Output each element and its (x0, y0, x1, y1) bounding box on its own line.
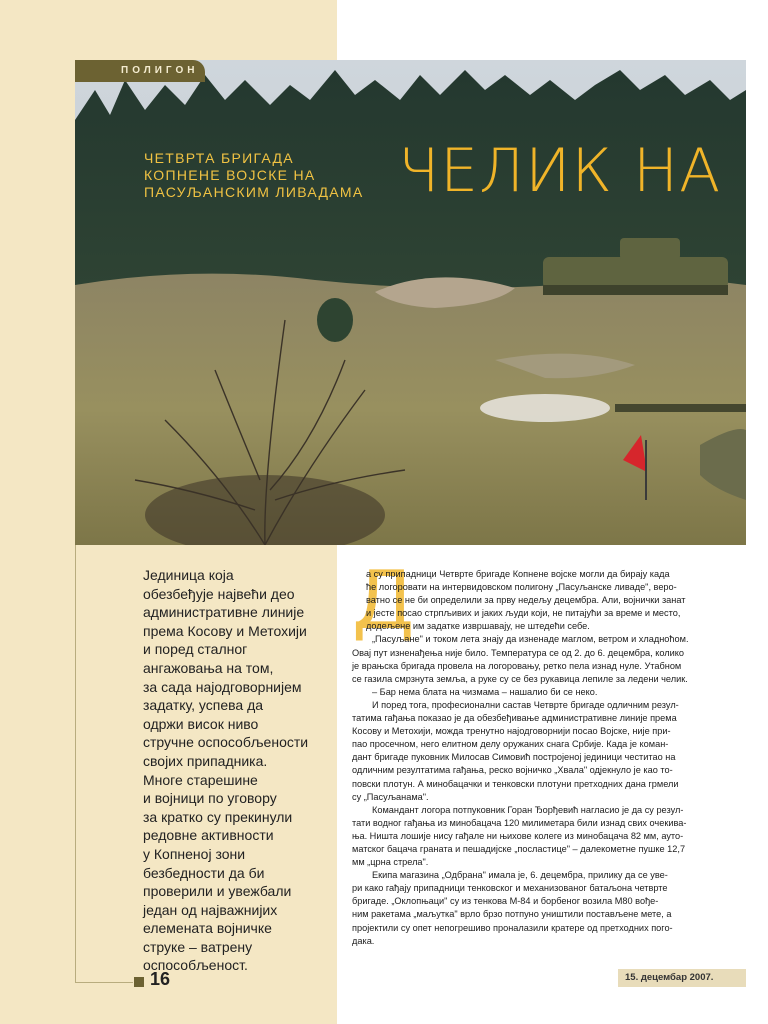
body-line: Косову и Метохији, можда тренутно најодговорнији посао Војске, није при- (352, 726, 671, 737)
lead-line: проверили и увежбали (143, 883, 292, 900)
article-headline: ЧЕЛИК НА (398, 136, 722, 206)
subtitle-line: КОПНЕНЕ ВОЈСКЕ НА (144, 167, 316, 183)
lead-line: за сада најодговорнијем (143, 678, 302, 695)
lead-line: ангажовања на том, (143, 659, 274, 676)
page-marker-square (134, 977, 144, 987)
body-line: дака. (352, 935, 375, 946)
body-line: тати водног гађања из минобацача 120 милиметара били изнад свих очекива- (352, 817, 687, 828)
body-line: је врањска бригада провела на логоровању, ретко пела изнад нуле. Утабном (352, 660, 682, 671)
lead-line: елемената војничке (143, 920, 272, 937)
body-line: и јесте посао стрпљивих и јаких људи који, не питајући за време и место, (366, 608, 681, 619)
lead-line: Многе старешине (143, 771, 258, 788)
body-line: И поред тога, професионални састав Четврте бригаде одличним резул- (372, 699, 679, 710)
body-line: Екипа магазина „Одбрана" имала је, 6. децембра, прилику да се уве- (372, 870, 668, 881)
lead-line: струке – ватрену (143, 938, 253, 955)
body-line: ри како гађају припадници тенковског и механизованог батаљона четврте (352, 883, 668, 894)
tank-firing-range-photo (75, 60, 746, 545)
lead-line: задатку, успева да (143, 697, 264, 714)
body-line: су „Пасуљанама". (352, 791, 429, 802)
lead-line: стручне оспособљености (143, 734, 309, 751)
lead-line: одржи висок ниво (143, 715, 259, 732)
lead-line: за кратко су прекинули (143, 808, 293, 825)
bottom-rule-divider (75, 982, 133, 983)
lead-line: Јединица која (143, 567, 234, 583)
body-line: Командант логора потпуковник Горан Ђорђевић нагласио је да су резул- (372, 804, 684, 815)
lead-paragraph (143, 566, 333, 975)
lead-line: обезбеђује највећи део (143, 585, 295, 602)
article-subtitle (144, 150, 384, 201)
body-line: пао просечном, него елитном делу оружаних снага Србије. Када је коман- (352, 739, 669, 750)
lead-line: у Копненој зони (143, 845, 246, 862)
lead-line: оспособљеност. (143, 957, 248, 974)
article-body (352, 554, 726, 948)
body-line: – Бар нема блата на чизмама – нашалио би се неко. (372, 686, 598, 697)
body-line: ним ракетама „маљутка" врло брзо потпуно уништили постављене мете, а (352, 909, 672, 920)
body-line: мм „црна стрела". (352, 857, 429, 868)
lead-line: један од најважнијих (143, 901, 278, 918)
body-line: ња. Ништа лошије нису гађале ни њихове колеге из минобацача 82 мм, ауто- (352, 830, 684, 841)
body-line: повски плотун. А минобацачки и тенковски плотуни претходних дана грмели (352, 778, 679, 789)
body-line: Овај пут изненађења није било. Температура се од 2. до 6. децембра, колико (352, 647, 685, 658)
lead-line: и војници по уговору (143, 790, 277, 807)
lead-line: редовне активности (143, 827, 274, 844)
body-line: а су припадници Четврте бригаде Копнене војске могли да бирају када (366, 569, 670, 579)
body-line: татима гађања показао је да обезбеђивање административне линије према (352, 713, 677, 724)
body-line: додељене им задатке извршавају, не штедећи себе. (366, 621, 590, 632)
body-line: одличним резултатима гађања, реско војничко „Хвала" одјекнуло је као то- (352, 765, 673, 776)
lead-line: административне линије (143, 604, 305, 621)
subtitle-line: ЧЕТВРТА БРИГАДА (144, 150, 294, 166)
body-line: пројектили су опет непогрешиво проналазили кратере од претходних пого- (352, 922, 673, 933)
lead-line: безбедности да би (143, 864, 265, 881)
lead-line: према Косову и Метохији (143, 622, 307, 639)
body-line: дант бригаде пуковник Милосав Симовић постројеној јединици честитао на (352, 752, 676, 763)
drop-cap: Д (352, 554, 415, 647)
subtitle-line: ПАСУЉАНСКИМ ЛИВАДАМА (144, 184, 364, 200)
left-rule-divider (75, 545, 76, 982)
issue-date: 15. децембар 2007. (625, 972, 714, 983)
lead-line: и поред сталног (143, 641, 248, 658)
page-number: 16 (150, 969, 171, 989)
body-line: ће логоровати на интервидовском полигону „Пасуљанске ливаде", веро- (366, 582, 677, 593)
section-label: ПОЛИГОН (75, 60, 205, 82)
body-line: ватно се не би определили за прву недељу децембра. Али, војнички занат (366, 595, 686, 606)
body-line: бригаде. „Оклопњаци" су из тенкова М-84 и борбеног возила М80 вође- (352, 896, 659, 907)
body-line: матског бацача граната и пешадијске „посластице" – далекометне пушке 12,7 (352, 843, 686, 854)
body-line: се газила смрзнута земља, а руке су се без рукавица лепиле за ледени челик. (352, 673, 688, 684)
body-line: „Пасуљане" и током лета знају да изненаде маглом, ветром и хладноћом. (372, 634, 689, 645)
lead-line: својих припадника. (143, 752, 268, 769)
